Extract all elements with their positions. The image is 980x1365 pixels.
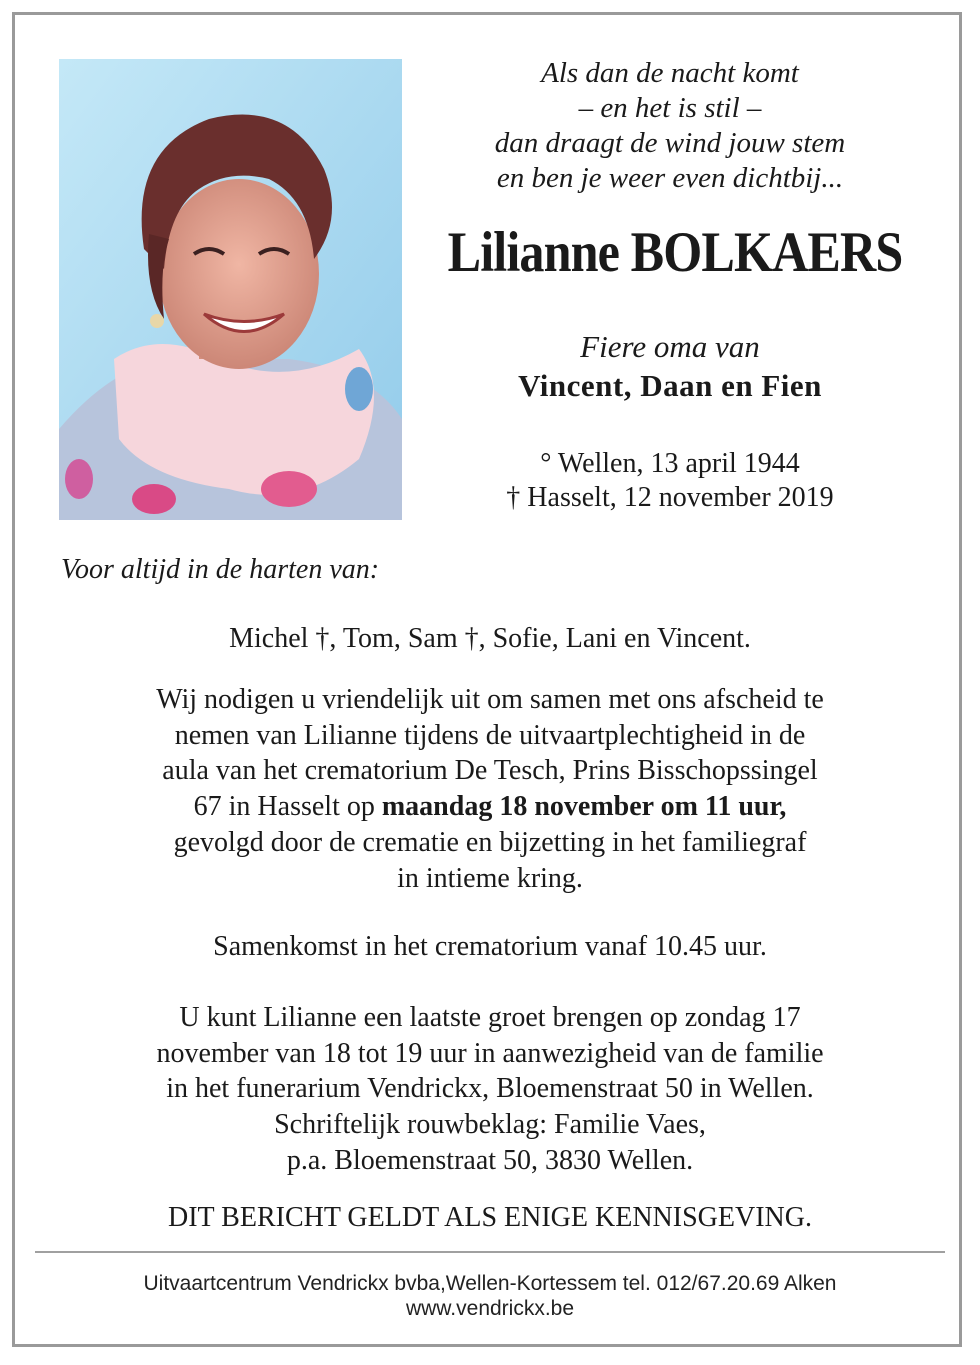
poem-line: – en het is stil –	[578, 92, 762, 124]
poem-line: Als dan de nacht komt	[541, 57, 799, 89]
ceremony-datetime: maandag 18 november om 11 uur,	[381, 791, 787, 823]
visitation-info	[40, 1000, 940, 1179]
deceased-name: Lilianne BOLKAERS	[447, 221, 903, 284]
funeral-home-website[interactable]: www.vendrickx.be	[405, 1297, 575, 1320]
family-members: Michel †, Tom, Sam †, Sofie, Lani en Vincent.	[229, 623, 751, 654]
grandmother-intro: Fiere oma van	[580, 329, 760, 364]
visit-line: november van 18 tot 19 uur in aanwezigheid van de familie	[156, 1037, 824, 1069]
birth-date: ° Wellen, 13 april 1944	[540, 448, 800, 479]
family-intro: Voor altijd in de harten van:	[61, 554, 380, 585]
poem-line: en ben je weer even dichtbij...	[496, 162, 844, 194]
official-notice: DIT BERICHT GELDT ALS ENIGE KENNISGEVING.	[168, 1202, 812, 1233]
visit-line: U kunt Lilianne een laatste groet brengen op zondag 17	[179, 1002, 801, 1033]
footer-divider	[35, 1251, 945, 1253]
ceremony-invitation	[40, 682, 940, 896]
ceremony-line: aula van het crematorium De Tesch, Prins Bisschopssingel	[162, 755, 818, 787]
ceremony-line	[40, 789, 940, 825]
visit-line: Schriftelijk rouwbeklag: Familie Vaes,	[274, 1109, 706, 1141]
gathering-line: Samenkomst in het crematorium vanaf 10.45 uur.	[213, 931, 767, 962]
ceremony-line: nemen van Lilianne tijdens de uitvaartplechtigheid in de	[174, 719, 806, 751]
ceremony-line: Wij nodigen u vriendelijk uit om samen met ons afscheid te	[156, 684, 824, 715]
visit-line: p.a. Bloemenstraat 50, 3830 Wellen.	[286, 1144, 694, 1176]
visit-line: in het funerarium Vendrickx, Bloemenstraat 50 in Wellen.	[166, 1073, 814, 1105]
grandchildren-names: Vincent, Daan en Fien	[518, 368, 822, 403]
death-date: † Hasselt, 12 november 2019	[506, 482, 834, 513]
ceremony-line-start: 67 in Hasselt op	[193, 791, 382, 823]
ceremony-line: gevolgd door de crematie en bijzetting in het familiegraf	[173, 826, 807, 858]
portrait-illustration	[59, 59, 402, 520]
ceremony-line: in intieme kring.	[397, 862, 583, 894]
memorial-poem	[430, 56, 910, 196]
poem-line: dan draagt de wind jouw stem	[494, 127, 846, 159]
gathering-info	[40, 929, 940, 965]
portrait-photo	[59, 59, 402, 520]
funeral-home-info: Uitvaartcentrum Vendrickx bvba,Wellen-Kortessem tel. 012/67.20.69 Alken	[143, 1272, 837, 1295]
